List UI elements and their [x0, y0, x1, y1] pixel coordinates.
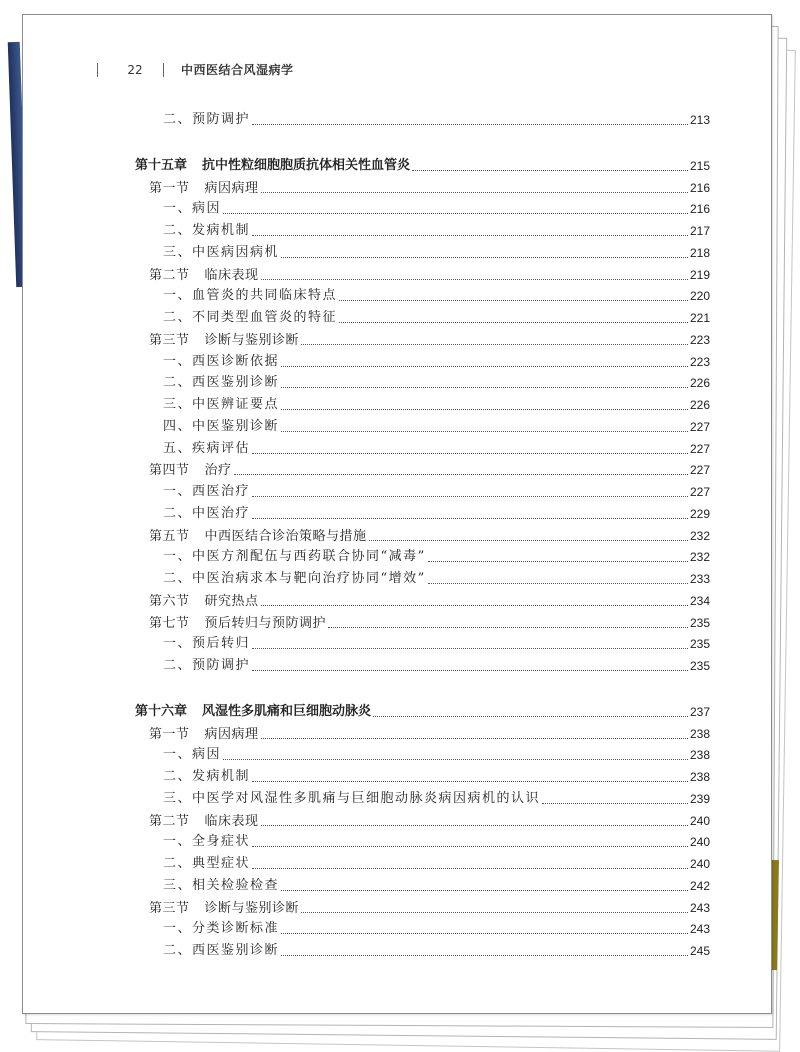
toc-chapter — [135, 155, 710, 177]
toc-item — [135, 546, 710, 568]
toc-page-number: 238 — [689, 726, 710, 741]
toc-entry-title — [149, 268, 261, 282]
toc-page-number: 223 — [689, 332, 710, 347]
toc-entry-title: 二、发病机制 — [163, 223, 251, 238]
toc-chapter — [135, 701, 710, 723]
dot-leader — [428, 561, 688, 562]
toc-entry-number: 第四节 — [149, 462, 190, 478]
toc-section — [135, 264, 710, 286]
dot-leader — [252, 670, 688, 671]
toc-page-number: 227 — [689, 441, 710, 456]
dot-leader — [223, 759, 688, 760]
dot-leader — [252, 781, 688, 782]
toc-page-number: 216 — [689, 180, 710, 195]
toc-entry-number: 第一节 — [149, 179, 190, 195]
dot-leader — [281, 933, 688, 934]
toc-entry-title: 一、中医方剂配伍与西药联合协同“减毒” — [163, 549, 426, 565]
dot-leader — [252, 846, 688, 847]
toc-entry-title: 一、全身症状 — [163, 834, 251, 850]
dot-leader — [328, 627, 688, 628]
toc-entry-title — [149, 529, 369, 543]
toc-page-number: 218 — [689, 245, 710, 260]
toc-page-number: 235 — [689, 615, 710, 630]
toc-entry-title — [149, 814, 261, 828]
toc-section — [135, 723, 710, 745]
dot-leader — [252, 235, 688, 236]
toc-entry-number: 第五节 — [149, 527, 190, 543]
dot-leader — [281, 890, 688, 891]
toc-entry-title: 一、西医治疗 — [163, 484, 251, 499]
header-divider — [163, 63, 164, 77]
toc-item — [135, 394, 710, 416]
toc-entry-number: 第七节 — [149, 614, 190, 630]
toc-entry-text: 临床表现 — [204, 812, 259, 828]
dot-leader — [261, 738, 688, 739]
toc-page-number: 245 — [689, 944, 710, 958]
toc-entry-text: 研究热点 — [204, 592, 259, 608]
toc-page-number: 227 — [689, 485, 710, 499]
toc-entry-title — [149, 181, 261, 195]
dot-leader — [281, 257, 688, 258]
book-title: 中西医结合风湿病学 — [181, 63, 294, 77]
toc-section — [135, 177, 710, 199]
dot-leader — [369, 540, 688, 541]
toc-entry-title — [149, 727, 261, 741]
dot-leader — [281, 366, 688, 367]
dot-leader — [412, 170, 688, 171]
toc-page-number: 226 — [689, 398, 710, 412]
toc-item — [135, 481, 710, 503]
dot-leader — [281, 955, 688, 956]
toc-item — [135, 503, 710, 525]
toc-entry-title: 二、发病机制 — [163, 769, 251, 784]
toc-entry-text: 诊断与鉴别诊断 — [204, 899, 300, 915]
dot-leader — [542, 803, 688, 804]
toc-entry-title: 三、中医学对风湿性多肌痛与巨细胞动脉炎病因病机的认识 — [163, 790, 541, 806]
toc-entry-title: 一、血管炎的共同临床特点 — [163, 288, 338, 304]
toc-item — [135, 875, 710, 897]
toc-entry-title: 二、预防调护 — [163, 112, 251, 127]
toc-entry-text: 抗中性粒细胞胞质抗体相关性血管炎 — [202, 157, 411, 173]
toc-item — [135, 242, 710, 264]
toc-entry-title — [135, 159, 412, 173]
toc-entry-text: 临床表现 — [204, 266, 259, 282]
toc-item — [135, 744, 710, 766]
toc-item — [135, 285, 710, 307]
toc-entry-title — [149, 616, 328, 630]
toc-item — [135, 307, 710, 329]
toc-entry-number: 第三节 — [149, 331, 190, 347]
toc-entry-title: 二、典型症状 — [163, 856, 251, 871]
dot-leader — [301, 344, 688, 345]
toc-page-number: 232 — [689, 550, 710, 565]
toc-page-number: 219 — [689, 267, 710, 282]
dot-leader — [281, 409, 688, 410]
toc-entry-number: 第六节 — [149, 592, 190, 608]
toc-item — [135, 568, 710, 590]
toc-page-number: 223 — [689, 354, 710, 369]
toc-page-number: 229 — [689, 506, 710, 521]
toc-entry-title: 二、中医治病求本与靶向治疗协同“增效” — [163, 571, 426, 586]
toc-page-number: 242 — [689, 878, 710, 893]
toc-page-number: 243 — [689, 922, 710, 937]
dot-leader — [301, 912, 688, 913]
toc-item — [135, 438, 710, 460]
toc-entry-number: 第三节 — [149, 899, 190, 915]
dot-leader — [252, 124, 688, 125]
toc-entry-title: 二、中医治疗 — [163, 505, 251, 521]
toc-entry-title: 四、中医鉴别诊断 — [163, 418, 280, 434]
dot-leader — [252, 648, 688, 649]
toc-entry-text: 病因病理 — [204, 179, 259, 195]
toc-item — [135, 109, 710, 131]
toc-item — [135, 198, 710, 220]
toc-entry-number: 第二节 — [149, 812, 190, 828]
toc-item — [135, 372, 710, 394]
toc-entry-number: 第十六章 — [135, 703, 188, 719]
toc-section — [135, 590, 710, 612]
toc-entry-title: 一、病因 — [163, 747, 222, 763]
toc-entry-title: 二、不同类型血管炎的特征 — [163, 310, 338, 325]
toc-entry-title — [135, 705, 373, 719]
toc-entry-title: 三、相关检验检查 — [163, 877, 280, 893]
dot-leader — [281, 387, 688, 388]
toc-page-number: 243 — [689, 900, 710, 915]
toc-page-number: 232 — [689, 528, 710, 543]
toc-section — [135, 810, 710, 832]
toc-item — [135, 831, 710, 853]
toc-entry-text: 预后转归与预防调护 — [204, 614, 327, 630]
dot-leader — [252, 518, 688, 519]
toc-section — [135, 897, 710, 919]
running-header — [23, 60, 771, 82]
toc-page-number: 238 — [689, 770, 710, 784]
toc-page-number: 240 — [689, 857, 710, 871]
toc-item — [135, 766, 710, 788]
toc-entry-title: 一、病因 — [163, 201, 222, 217]
toc-item — [135, 853, 710, 875]
toc-entry-number: 第十五章 — [135, 157, 188, 173]
dot-leader — [261, 825, 688, 826]
toc-entry-text: 治疗 — [204, 462, 232, 478]
toc-page-number: 238 — [689, 748, 710, 763]
dot-leader — [261, 279, 688, 280]
toc-item — [135, 351, 710, 373]
toc-page-number: 240 — [689, 835, 710, 850]
page-number: 22 — [127, 63, 143, 77]
toc-entry-number: 第二节 — [149, 266, 190, 282]
toc-entry-title: 三、中医病因病机 — [163, 244, 280, 260]
dot-leader — [339, 322, 688, 323]
toc-page-number: 227 — [689, 419, 710, 434]
toc-section — [135, 459, 710, 481]
toc-entry-text: 诊断与鉴别诊断 — [204, 331, 300, 347]
toc-section — [135, 525, 710, 547]
dot-leader — [428, 583, 688, 584]
toc-item — [135, 220, 710, 242]
toc-entry-title: 一、预后转归 — [163, 636, 251, 652]
toc-page-number: 220 — [689, 289, 710, 304]
toc-entry-title — [149, 333, 301, 347]
dot-leader — [252, 496, 688, 497]
toc-entry-title: 二、预防调护 — [163, 658, 251, 673]
dot-leader — [261, 605, 688, 606]
toc-page-number: 235 — [689, 659, 710, 673]
toc-entry-title: 一、分类诊断标准 — [163, 921, 280, 937]
toc-page-number: 227 — [689, 463, 710, 478]
toc-entry-title: 一、西医诊断依据 — [163, 353, 280, 369]
dot-leader — [223, 213, 688, 214]
dot-leader — [261, 192, 688, 193]
toc-entry-text: 中西医结合诊治策略与措施 — [204, 527, 367, 543]
toc-item — [135, 788, 710, 810]
toc-page-number: 233 — [689, 572, 710, 586]
toc-entry-title: 五、疾病评估 — [163, 440, 251, 456]
toc-page-number: 240 — [689, 813, 710, 828]
dot-leader — [252, 453, 688, 454]
dot-leader — [252, 868, 688, 869]
dot-leader — [339, 300, 688, 301]
toc-entry-title — [149, 901, 301, 915]
dot-leader — [281, 431, 688, 432]
toc-item — [135, 918, 710, 940]
toc-page — [22, 14, 772, 1014]
toc-entry-number: 第一节 — [149, 725, 190, 741]
toc-page-number: 239 — [689, 791, 710, 806]
toc-entry-title: 二、西医鉴别诊断 — [163, 943, 280, 958]
toc-entry-title: 二、西医鉴别诊断 — [163, 375, 280, 391]
toc-item — [135, 633, 710, 655]
toc-entry-text: 病因病理 — [204, 725, 259, 741]
toc-entry-title — [149, 594, 261, 608]
toc-section — [135, 612, 710, 634]
toc-section — [135, 329, 710, 351]
toc-item — [135, 655, 710, 677]
toc-page-number: 217 — [689, 224, 710, 238]
header-divider — [97, 63, 98, 77]
toc-entry-title: 三、中医辨证要点 — [163, 397, 280, 412]
toc-page-number: 237 — [689, 704, 710, 719]
toc-page-number: 221 — [689, 311, 710, 325]
toc-page-number: 216 — [689, 202, 710, 217]
toc-entry-title — [149, 463, 234, 477]
toc-page-number: 213 — [689, 113, 710, 127]
toc-item — [135, 416, 710, 438]
toc-item — [135, 940, 710, 962]
toc-page-number: 215 — [689, 158, 710, 173]
dot-leader — [234, 474, 688, 475]
dot-leader — [373, 716, 688, 717]
toc-page-number: 235 — [689, 637, 710, 652]
toc-entry-text: 风湿性多肌痛和巨细胞动脉炎 — [202, 703, 372, 719]
toc-page-number: 234 — [689, 593, 710, 608]
toc-page-number: 226 — [689, 376, 710, 391]
